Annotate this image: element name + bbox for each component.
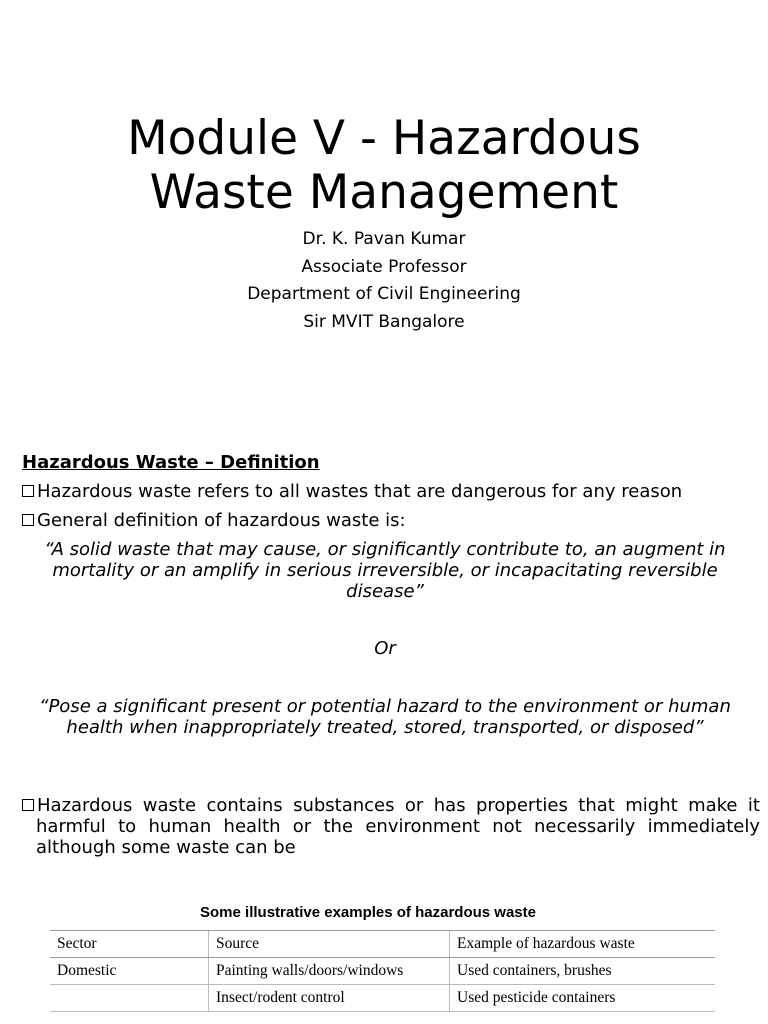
author-position: Associate Professor xyxy=(301,256,467,277)
checkbox-bullet-icon xyxy=(22,485,34,497)
bullet-text: Hazardous waste contains substances or has properties that might make it harmful to human health or the environment not necessarily immediately although some waste can be xyxy=(36,795,760,858)
definition-quote-1: “A solid waste that may cause, or significantly contribute to, an augment in mortality or an amplify in serious irreversible, or incapacitating reversible disease” xyxy=(44,539,726,602)
title-line-2: Waste Management xyxy=(149,165,619,220)
definition-slide xyxy=(0,450,768,1024)
checkbox-bullet-icon xyxy=(22,514,34,526)
table-cell: Used containers, brushes xyxy=(450,958,716,985)
author-department: Department of Civil Engineering xyxy=(247,284,521,304)
table-cell xyxy=(50,985,209,1012)
bullet-item xyxy=(22,510,746,531)
bullet-item xyxy=(22,795,760,858)
column-header: Example of hazardous waste xyxy=(450,931,716,958)
bullet-text: Hazardous waste refers to all wastes that are dangerous for any reason xyxy=(37,481,683,502)
table-cell: Domestic xyxy=(50,958,209,985)
table-row xyxy=(50,985,715,1012)
column-header: Sector xyxy=(50,931,209,958)
title-slide xyxy=(0,0,768,440)
checkbox-bullet-icon xyxy=(22,799,34,811)
table-cell: Painting walls/doors/windows xyxy=(209,958,450,985)
table-caption: Some illustrative examples of hazardous waste xyxy=(200,904,536,921)
table-cell: Used pesticide containers xyxy=(450,985,716,1012)
hazardous-waste-table xyxy=(50,930,715,1012)
section-heading: Hazardous Waste – Definition xyxy=(22,452,320,473)
bullet-item xyxy=(22,481,746,502)
table-header-row xyxy=(50,931,715,958)
author-block xyxy=(0,226,768,336)
bullet-text: General definition of hazardous waste is: xyxy=(37,510,406,531)
title-line-1: Module V - Hazardous xyxy=(127,111,641,166)
definition-quote-2: “Pose a significant present or potential hazard to the environment or human health when inappropriately treated, stored, transported, or disposed” xyxy=(39,696,731,738)
author-name: Dr. K. Pavan Kumar xyxy=(302,229,466,249)
author-institution: Sir MVIT Bangalore xyxy=(303,311,465,332)
column-header: Source xyxy=(209,931,450,958)
table-row xyxy=(50,958,715,985)
table-cell: Insect/rodent control xyxy=(209,985,450,1012)
slide-title xyxy=(0,112,768,220)
or-separator: Or xyxy=(374,638,396,659)
